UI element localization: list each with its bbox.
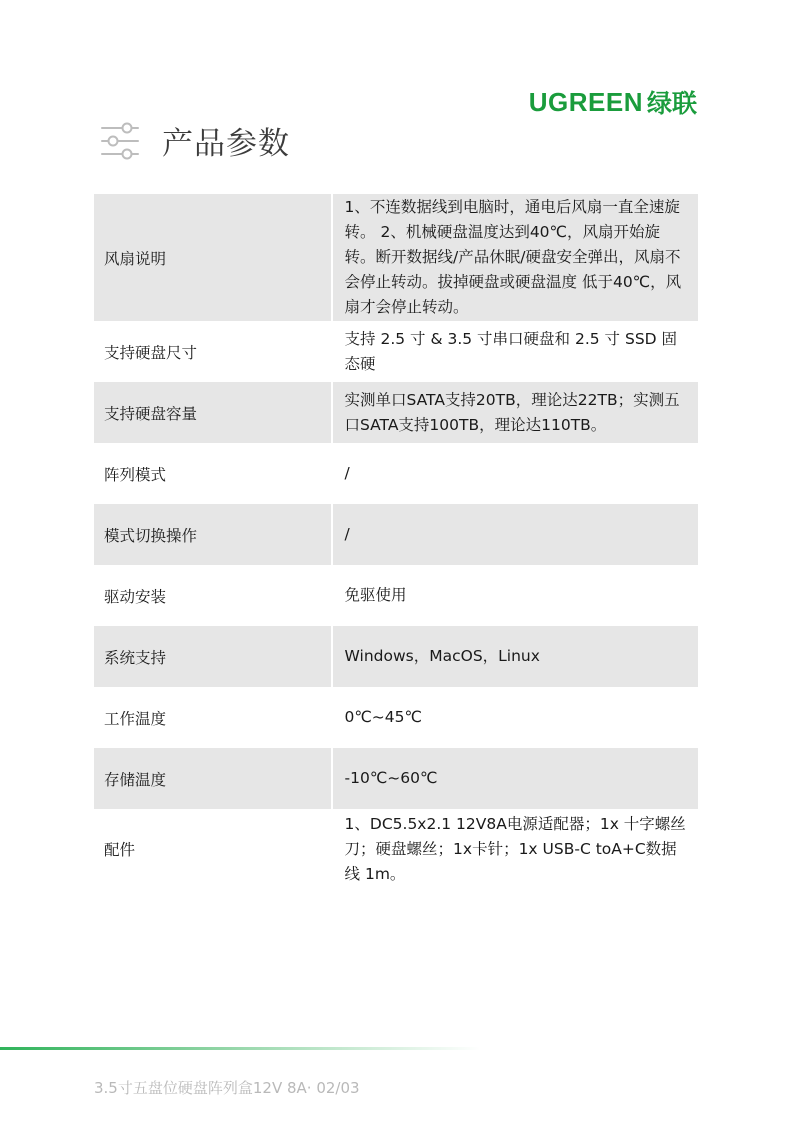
- spec-value: -10℃~60℃: [331, 748, 698, 809]
- page-title: 产品参数: [162, 126, 290, 162]
- footer-divider: [0, 1047, 480, 1050]
- footer-page-info: 3.5寸五盘位硬盘阵列盒12V 8A· 02/03: [94, 1079, 360, 1097]
- spec-label: 系统支持: [94, 626, 331, 687]
- brand-logo: [529, 84, 697, 120]
- spec-value: 0℃~45℃: [344, 708, 422, 726]
- spec-value: /: [331, 504, 698, 565]
- table-row: [94, 687, 698, 748]
- section-header: [100, 118, 290, 163]
- brand-logo-cjk: 绿联: [646, 89, 697, 118]
- spec-value: 1、DC5.5x2.1 12V8A电源适配器；1x 十字螺丝刀；硬盘螺丝；1x卡针；1x USB-C toA+C数据线 1m。: [344, 814, 686, 883]
- table-row: [94, 194, 698, 321]
- table-row: [94, 565, 698, 626]
- spec-label: 支持硬盘尺寸: [104, 343, 198, 362]
- spec-label: 工作温度: [104, 709, 167, 728]
- spec-value: 实测单口SATA支持20TB，理论达22TB；实测五口SATA支持100TB，理论达110TB。: [331, 382, 698, 443]
- spec-label: 配件: [104, 841, 136, 859]
- table-row: [94, 626, 698, 687]
- table-row: [94, 443, 698, 504]
- spec-value: /: [344, 464, 350, 482]
- table-row: [94, 321, 698, 382]
- brand-logo-latin: UGREEN: [528, 86, 643, 117]
- spec-value: 支持 2.5 寸 & 3.5 寸串口硬盘和 2.5 寸 SSD 固态硬: [344, 329, 678, 373]
- table-row: [94, 809, 698, 889]
- spec-value: 免驱使用: [344, 586, 407, 604]
- table-row: [94, 748, 698, 809]
- spec-table: [94, 194, 698, 889]
- spec-value: Windows，MacOS，Linux: [331, 626, 698, 687]
- spec-label: 风扇说明: [94, 194, 331, 321]
- spec-label: 支持硬盘容量: [94, 382, 331, 443]
- spec-label: 模式切换操作: [94, 504, 331, 565]
- table-row: [94, 504, 698, 565]
- spec-label: 驱动安装: [104, 587, 167, 606]
- spec-value: 1、不连数据线到电脑时，通电后风扇一直全速旋转。 2、机械硬盘温度达到40℃，风扇开始旋转。断开数据线/产品休眠/硬盘安全弹出，风扇不会停止转动。拔掉硬盘或硬盘温度 低于40℃，风扇才会停止转动。: [331, 194, 698, 321]
- spec-label: 存储温度: [94, 748, 331, 809]
- spec-label: 阵列模式: [104, 465, 167, 484]
- table-row: [94, 382, 698, 443]
- sliders-icon: [100, 121, 140, 161]
